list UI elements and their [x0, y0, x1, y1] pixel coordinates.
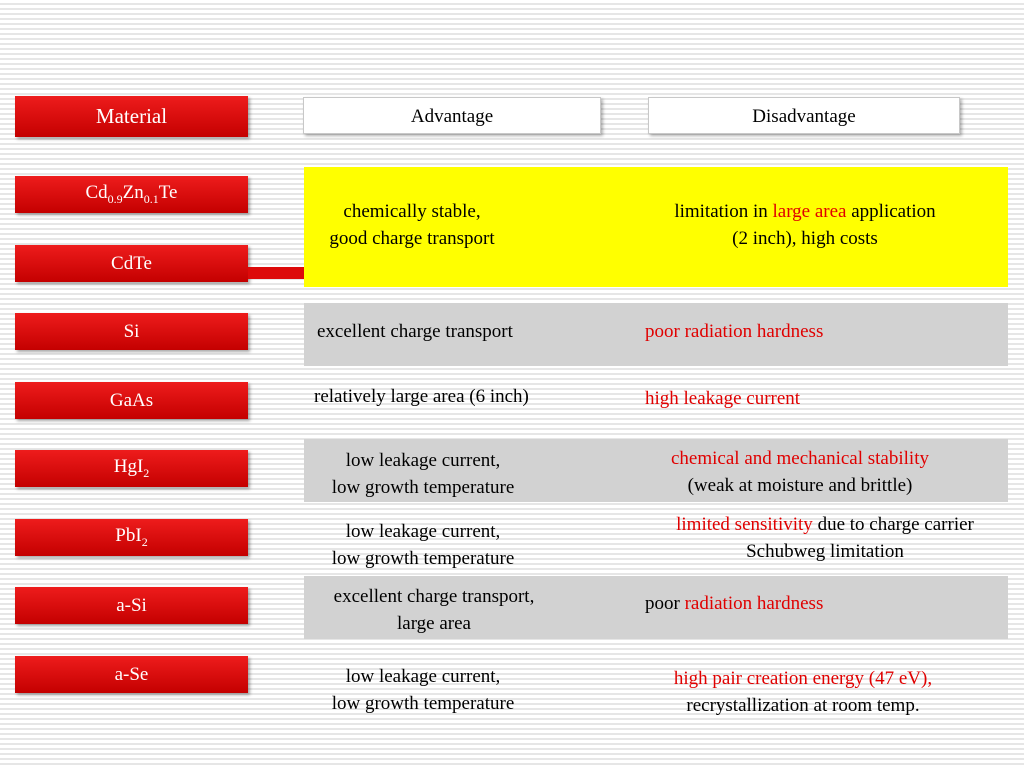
material-pbi2-label: PbI$_2$ [115, 525, 148, 549]
material-czt-label: $Cd_{0.9}Zn_{0.1}Te$ [85, 182, 178, 206]
disadvantage-header: Disadvantage [648, 97, 960, 134]
asi-advantage [308, 583, 560, 637]
cdte-advantage [310, 198, 514, 252]
cdte-disadvantage-line: limitation in large area application [674, 201, 936, 222]
cdte-advantage-line: chemically stable, [343, 201, 481, 222]
asi-advantage-line: large area [396, 613, 471, 634]
cdte-connector [248, 267, 304, 279]
pbi2-advantage-line: low growth temperature [331, 548, 515, 569]
pbi2-disadvantage-line: limited sensitivity due to charge carrier [676, 514, 974, 535]
material-asi: a-Si [15, 587, 248, 624]
hgi2-disadvantage-line: chemical and mechanical stability [671, 448, 929, 469]
gaas-advantage: relatively large area (6 inch) [314, 386, 529, 407]
asi-advantage-line: excellent charge transport, [333, 586, 535, 607]
material-pbi2 [15, 519, 248, 556]
ase-advantage-line: low leakage current, [345, 666, 501, 687]
cdte-disadvantage-line: (2 inch), high costs [732, 228, 878, 249]
pbi2-advantage [310, 518, 536, 572]
si-disadvantage: poor radiation hardness [645, 321, 824, 342]
hgi2-disadvantage-line: (weak at moisture and brittle) [687, 475, 913, 496]
cdte-disadvantage [640, 198, 970, 252]
material-ase: a-Se [15, 656, 248, 693]
material-gaas: GaAs [15, 382, 248, 419]
si-advantage: excellent charge transport [317, 321, 513, 342]
material-si: Si [15, 313, 248, 350]
pbi2-disadvantage [640, 511, 1010, 565]
ase-disadvantage-line: recrystallization at room temp. [686, 695, 920, 716]
material-czt [15, 176, 248, 213]
material-cdte: CdTe [15, 245, 248, 282]
pbi2-advantage-line: low leakage current, [345, 521, 501, 542]
material-header: Material [15, 96, 248, 137]
pbi2-disadvantage-line: Schubweg limitation [746, 541, 904, 562]
hgi2-advantage-line: low leakage current, [345, 450, 501, 471]
asi-disadvantage: poor radiation hardness [645, 593, 824, 614]
advantage-header: Advantage [303, 97, 601, 134]
hgi2-disadvantage [638, 445, 962, 499]
hgi2-advantage [310, 447, 536, 501]
ase-disadvantage-line: high pair creation energy (47 eV), [673, 668, 933, 689]
material-hgi2 [15, 450, 248, 487]
hgi2-advantage-line: low growth temperature [331, 477, 515, 498]
cdte-advantage-line: good charge transport [329, 228, 495, 249]
ase-advantage [310, 663, 536, 717]
ase-disadvantage [644, 665, 962, 719]
gaas-disadvantage: high leakage current [645, 388, 801, 409]
material-hgi2-label: HgI$_2$ [113, 456, 150, 480]
ase-advantage-line: low growth temperature [331, 693, 515, 714]
